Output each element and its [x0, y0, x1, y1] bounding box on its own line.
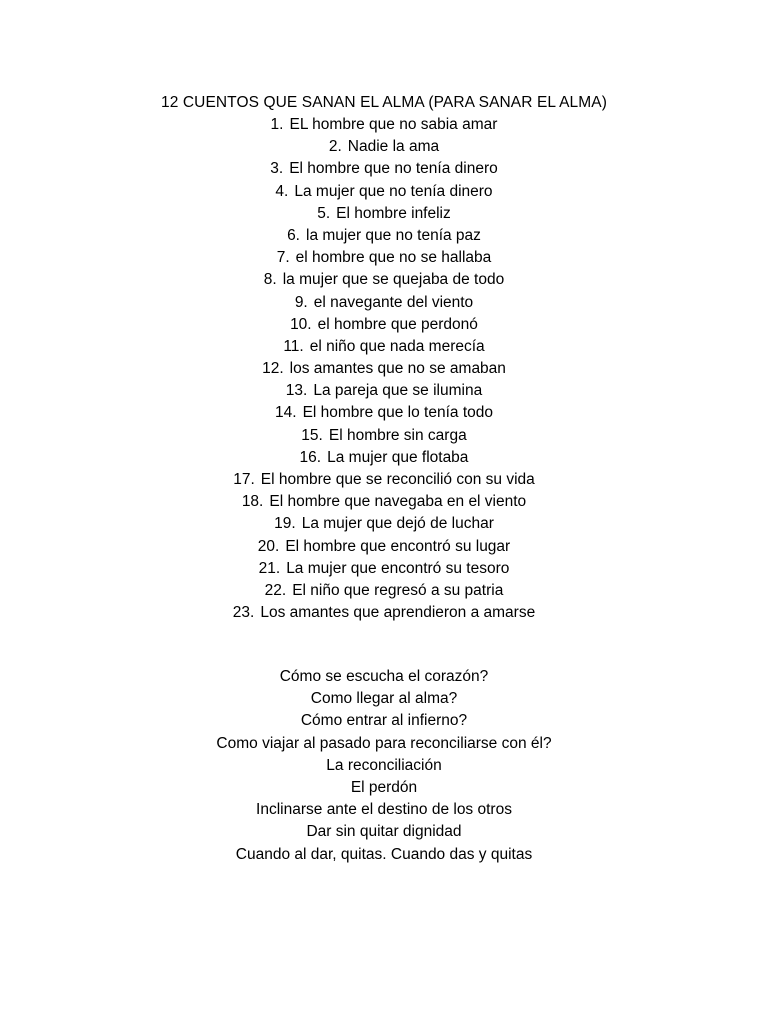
story-number: 19.	[274, 515, 296, 533]
story-item	[0, 402, 768, 424]
story-title: El hombre que encontró su lugar	[285, 537, 511, 555]
story-number: 8.	[263, 271, 277, 289]
story-number: 16.	[299, 448, 322, 466]
story-title: El hombre que se reconcilió con su vida	[260, 471, 535, 488]
story-item	[0, 269, 768, 291]
story-title: El hombre infeliz	[336, 204, 451, 222]
story-number: 6.	[287, 226, 300, 244]
story-item	[0, 114, 768, 136]
story-title: La mujer que flotaba	[327, 448, 469, 466]
story-title: El hombre que navegaba en el viento	[269, 493, 527, 511]
story-number: 7.	[276, 249, 290, 267]
story-number: 3.	[270, 160, 284, 178]
story-title: La mujer que encontró su tesoro	[286, 559, 510, 577]
story-item	[0, 580, 768, 602]
story-title: El hombre que no tenía dinero	[289, 160, 498, 178]
story-item	[0, 513, 768, 535]
story-item	[0, 602, 768, 624]
story-number: 14.	[275, 404, 297, 422]
story-item	[0, 203, 768, 225]
question-line: Como llegar al alma?	[310, 690, 458, 708]
question-line: Cuando al dar, quitas. Cuando das y quitas	[235, 845, 533, 863]
question-line: La reconciliación	[326, 756, 442, 774]
story-number: 17.	[233, 471, 255, 488]
story-number: 18.	[241, 493, 264, 511]
story-title: Nadie la ama	[347, 138, 440, 156]
story-number: 13.	[285, 382, 308, 400]
story-title: EL hombre que no sabia amar	[289, 116, 498, 133]
question-line: El perdón	[350, 778, 418, 796]
story-number: 20.	[257, 537, 280, 555]
story-title: los amantes que no se amaban	[289, 360, 506, 378]
story-item	[0, 292, 768, 314]
story-number: 1.	[270, 116, 284, 133]
story-title: el hombre que perdonó	[317, 315, 478, 333]
story-number: 21.	[258, 559, 281, 577]
question-line: Dar sin quitar dignidad	[306, 823, 462, 841]
question-line: Como viajar al pasado para reconciliarse con él?	[216, 734, 552, 752]
story-item	[0, 380, 768, 402]
question-line: Cómo entrar al infierno?	[300, 712, 468, 730]
question-line: Inclinarse ante el destino de los otros	[256, 801, 512, 819]
story-item	[0, 181, 768, 203]
question-line: Cómo se escucha el corazón?	[279, 668, 489, 685]
story-title: El niño que regresó a su patria	[292, 581, 504, 599]
story-title: El hombre que lo tenía todo	[302, 404, 493, 422]
story-title: el niño que nada merecía	[309, 337, 485, 355]
story-title: el navegante del viento	[313, 293, 474, 311]
story-title: La mujer que dejó de luchar	[301, 515, 494, 533]
story-number: 12.	[262, 360, 284, 378]
story-item	[0, 136, 768, 158]
story-number: 23.	[232, 604, 255, 622]
story-number: 9.	[294, 293, 308, 311]
story-title: La pareja que se ilumina	[313, 382, 483, 400]
story-number: 2.	[328, 138, 342, 156]
story-item	[0, 491, 768, 513]
story-number: 10.	[290, 315, 312, 333]
story-title: la mujer que se quejaba de todo	[282, 271, 505, 289]
story-item	[0, 447, 768, 469]
story-item	[0, 358, 768, 380]
story-item	[0, 558, 768, 580]
story-number: 22.	[264, 581, 287, 599]
story-list	[0, 114, 768, 624]
story-item	[0, 469, 768, 491]
story-title: El hombre sin carga	[328, 426, 467, 444]
story-number: 11.	[283, 337, 304, 355]
story-number: 15.	[301, 426, 323, 444]
story-item	[0, 247, 768, 269]
story-item	[0, 425, 768, 447]
story-title: la mujer que no tenía paz	[306, 226, 481, 244]
story-item	[0, 158, 768, 180]
story-number: 4.	[275, 182, 289, 200]
story-title: La mujer que no tenía dinero	[294, 182, 493, 200]
questions-list	[0, 666, 768, 866]
document-title: 12 CUENTOS QUE SANAN EL ALMA (PARA SANAR EL ALMA)	[161, 94, 607, 111]
story-item	[0, 314, 768, 336]
story-number: 5.	[317, 204, 331, 222]
story-title: Los amantes que aprendieron a amarse	[260, 604, 536, 622]
story-item	[0, 225, 768, 247]
story-item	[0, 336, 768, 358]
story-item	[0, 536, 768, 558]
story-title: el hombre que no se hallaba	[295, 249, 492, 267]
